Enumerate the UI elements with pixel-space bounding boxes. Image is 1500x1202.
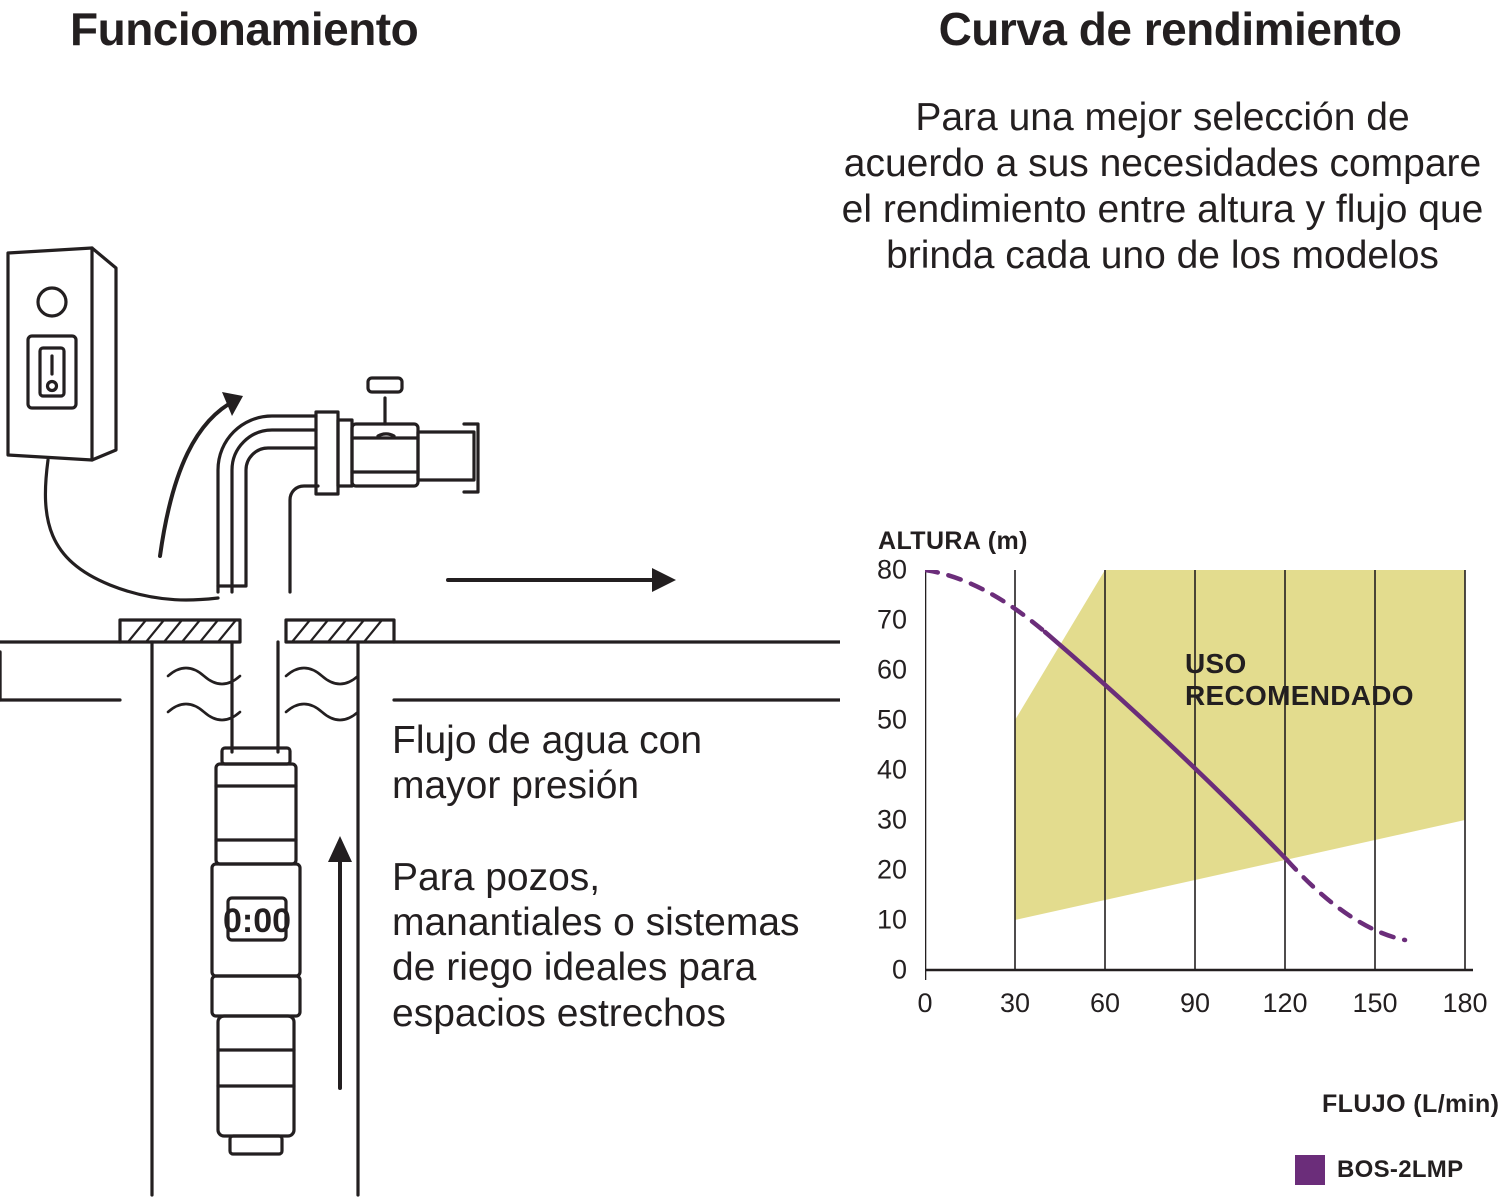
- chart-plot-area: [876, 554, 1488, 1025]
- control-box-icon: [8, 248, 116, 460]
- legend-swatch-bos-2lmp: [1295, 1155, 1325, 1185]
- y-tick-60: 60: [876, 654, 907, 685]
- x-tick-90: 90: [1179, 988, 1211, 1018]
- x-tick-60: 60: [1089, 988, 1121, 1018]
- y-tick-0: 0: [891, 954, 907, 985]
- y-tick-80: 80: [876, 554, 907, 585]
- caption-water-flow: Flujo de agua con mayor presión: [392, 719, 703, 808]
- legend-label-bos-2lmp: BOS-2LMP: [1337, 1156, 1464, 1183]
- performance-chart: [840, 505, 1500, 1145]
- chart-legend: [1295, 1155, 1463, 1185]
- chart-x-axis-label: FLUJO (L/min): [1322, 1090, 1500, 1118]
- left-panel-title: Funcionamiento: [70, 3, 419, 55]
- ground-slab: [120, 620, 394, 642]
- y-tick-30: 30: [876, 804, 907, 835]
- curva-rendimiento-panel: [840, 0, 1500, 1202]
- y-tick-40: 40: [876, 754, 907, 785]
- chart-annotation-recommended: USO RECOMENDADO: [1185, 648, 1414, 711]
- x-tick-0: 0: [917, 988, 933, 1018]
- pump-display-value: 0:00: [222, 902, 292, 940]
- y-tick-20: 20: [876, 854, 907, 885]
- y-tick-10: 10: [876, 904, 907, 935]
- chart-svg: [925, 570, 1480, 1025]
- recommended-zone: [1015, 570, 1465, 920]
- x-tick-180: 180: [1442, 988, 1488, 1018]
- y-tick-70: 70: [876, 604, 907, 635]
- chart-y-axis-label: ALTURA (m): [878, 527, 1028, 555]
- x-tick-30: 30: [999, 988, 1031, 1018]
- x-tick-120: 120: [1262, 988, 1308, 1018]
- x-tick-150: 150: [1352, 988, 1398, 1018]
- y-tick-50: 50: [876, 704, 907, 735]
- caption-use-cases: Para pozos, manantiales o sistemas de riego ideales para espacios estrechos: [392, 856, 800, 1035]
- right-panel-intro: Para una mejor selección de acuerdo a sus necesidades compare el rendimiento entre altura y flujo que brinda cada uno de los modelos: [841, 96, 1484, 278]
- right-panel-title: Curva de rendimiento: [938, 3, 1402, 55]
- submersible-pump-icon: [212, 748, 300, 1154]
